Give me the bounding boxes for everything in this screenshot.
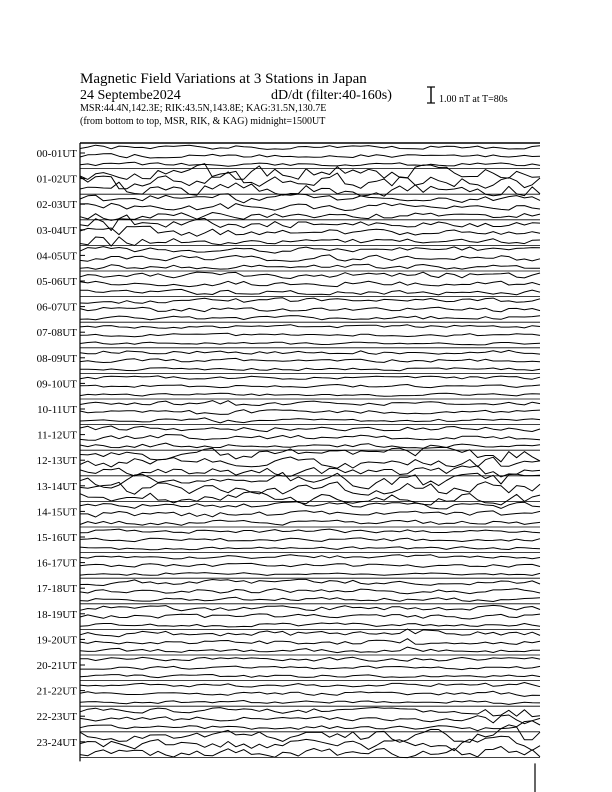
- trace-kag: [80, 629, 540, 637]
- trace-msr: [80, 368, 540, 371]
- trace-rik: [80, 410, 540, 415]
- trace-rik: [80, 333, 540, 336]
- trace-msr: [80, 573, 540, 576]
- row-label: 00-01UT: [36, 148, 77, 160]
- trace-kag: [80, 502, 540, 509]
- trace-kag: [80, 325, 540, 329]
- row-label: 13-14UT: [36, 480, 77, 493]
- trace-rik: [80, 307, 540, 312]
- trace-order-note: (from bottom to top, MSR, RIK, & KAG) midnight=1500UT: [80, 116, 326, 127]
- trace-msr: [80, 647, 540, 653]
- trace-msr: [80, 289, 540, 295]
- trace-rik: [80, 639, 540, 645]
- trace-rik: [80, 691, 540, 696]
- trace-kag: [80, 194, 540, 203]
- trace-kag: [80, 247, 540, 254]
- trace-rik: [80, 589, 540, 594]
- trace-kag: [80, 350, 540, 354]
- trace-msr: [80, 213, 540, 221]
- row-label: 19-20UT: [36, 634, 77, 647]
- trace-rik: [80, 203, 540, 210]
- trace-rik: [80, 154, 540, 158]
- row-label: 17-18UT: [36, 583, 77, 596]
- row-label: 20-21UT: [36, 660, 77, 672]
- trace-kag: [80, 529, 540, 533]
- row-label: 09-10UT: [36, 378, 77, 391]
- trace-msr: [80, 264, 540, 269]
- trace-msr: [80, 393, 540, 396]
- row-label: 03-04UT: [36, 224, 77, 237]
- row-label: 21-22UT: [36, 685, 77, 698]
- trace-msr: [80, 162, 540, 166]
- trace-rik: [80, 226, 540, 236]
- trace-rik: [80, 614, 540, 619]
- trace-msr: [80, 675, 540, 678]
- trace-kag: [80, 376, 540, 379]
- figure-quantity: dD/dt (filter:40-160s): [271, 88, 392, 103]
- trace-msr: [80, 701, 540, 705]
- trace-kag: [80, 657, 540, 661]
- scale-bar-label: 1.00 nT at T=80s: [439, 94, 508, 105]
- figure-date: 24 Septembe2024: [80, 88, 181, 103]
- row-label: 06-07UT: [36, 301, 77, 314]
- trace-rik: [80, 358, 540, 362]
- trace-kag: [80, 579, 540, 585]
- trace-rik: [80, 511, 540, 517]
- trace-kag: [80, 164, 540, 180]
- trace-rik: [80, 255, 540, 262]
- trace-msr: [80, 342, 540, 345]
- trace-rik: [80, 715, 540, 724]
- trace-kag: [80, 605, 540, 610]
- trace-msr: [80, 316, 540, 320]
- trace-kag: [80, 272, 540, 278]
- row-label: 04-05UT: [36, 250, 77, 263]
- trace-msr: [80, 721, 540, 731]
- trace-rik: [80, 171, 540, 188]
- row-label: 11-12UT: [37, 429, 77, 442]
- row-label: 07-08UT: [36, 327, 77, 340]
- trace-msr: [80, 520, 540, 525]
- trace-kag: [80, 683, 540, 688]
- trace-kag: [80, 555, 540, 559]
- row-label: 14-15UT: [36, 506, 77, 519]
- trace-msr: [80, 466, 540, 477]
- station-coordinates: MSR:44.4N,142.3E; RIK:43.5N,143.8E; KAG:31.5N,130.7E: [80, 103, 327, 114]
- trace-msr: [80, 597, 540, 601]
- row-label: 05-06UT: [36, 276, 77, 288]
- row-label: 12-13UT: [36, 455, 77, 468]
- trace-rik: [80, 482, 540, 495]
- trace-rik: [80, 736, 540, 750]
- row-label: 23-24UT: [36, 736, 77, 749]
- trace-rik: [80, 666, 540, 670]
- trace-rik: [80, 281, 540, 286]
- trace-kag: [80, 401, 540, 406]
- trace-kag: [80, 298, 540, 304]
- trace-kag: [80, 145, 540, 149]
- trace-kag: [80, 447, 540, 461]
- trace-msr: [80, 492, 540, 505]
- trace-rik: [80, 538, 540, 542]
- row-label: 10-11UT: [37, 404, 77, 416]
- trace-msr: [80, 623, 540, 627]
- row-label: 15-16UT: [36, 532, 77, 544]
- trace-rik: [80, 385, 540, 388]
- trace-msr: [80, 443, 540, 448]
- trace-msr: [80, 237, 540, 246]
- row-label: 18-19UT: [36, 608, 77, 621]
- trace-msr: [80, 747, 540, 758]
- figure-title: Magnetic Field Variations at 3 Stations in Japan: [80, 71, 367, 87]
- trace-kag: [80, 426, 540, 432]
- row-label: 22-23UT: [36, 711, 77, 724]
- trace-rik: [80, 435, 540, 441]
- trace-msr: [80, 547, 540, 550]
- trace-kag: [80, 708, 540, 717]
- row-label: 02-03UT: [36, 199, 77, 212]
- trace-msr: [80, 418, 540, 423]
- row-label: 08-09UT: [36, 352, 77, 365]
- row-label: 01-02UT: [36, 173, 77, 186]
- row-label: 16-17UT: [36, 557, 77, 570]
- trace-rik: [80, 563, 540, 567]
